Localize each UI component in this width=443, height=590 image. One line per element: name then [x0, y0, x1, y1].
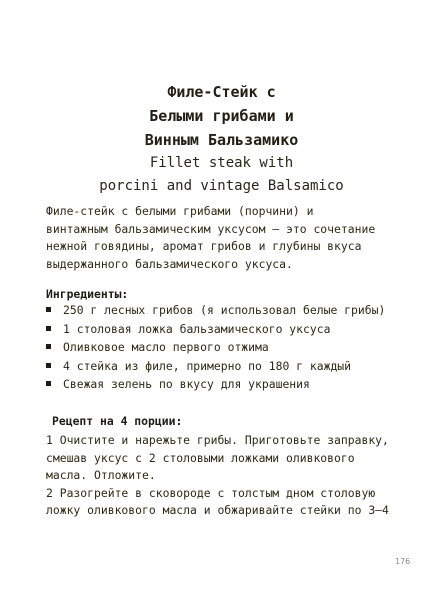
- intro-paragraph: [46, 203, 406, 273]
- intro-line: Филе-стейк с белыми грибами (порчини) и: [46, 204, 314, 218]
- ingredient-item: [46, 375, 385, 394]
- bullet-icon: [46, 363, 51, 368]
- ingredient-text: Свежая зелень по вкусу для украшения: [63, 377, 310, 391]
- step-line: ложку оливкового масла и обжаривайте стейки по 3–4: [46, 503, 389, 518]
- step-line: масла. Отложите.: [46, 468, 156, 483]
- ingredients-list: [46, 301, 385, 394]
- step-line: 2 Разогрейте в сковороде с толстым дном столовую: [46, 485, 376, 500]
- ingredient-text: Оливковое масло первого отжима: [63, 340, 269, 354]
- ingredient-text: 4 стейка из филе, примерно по 180 г каждый: [63, 358, 352, 373]
- ingredient-item: [46, 301, 385, 320]
- bullet-icon: [46, 344, 51, 349]
- recipe-steps: [46, 432, 389, 520]
- page-number: 176: [395, 557, 411, 566]
- bullet-icon: [46, 381, 51, 386]
- title-ru-line-1: Филе-Стейк с: [167, 83, 276, 101]
- recipe-heading: Рецепт на 4 порции:: [52, 414, 183, 428]
- title-ru-line-2: Белыми грибами и: [149, 107, 294, 125]
- bullet-icon: [46, 326, 51, 331]
- recipe-title: [0, 80, 443, 198]
- ingredients-heading: Ингредиенты:: [46, 287, 129, 301]
- ingredient-text: 250 г лесных грибов (я использовал белые грибы): [63, 303, 386, 317]
- title-en-line-2: porcini and vintage Balsamico: [99, 178, 344, 194]
- title-ru-line-3: Винным Бальзамико: [144, 131, 299, 149]
- bullet-icon: [46, 307, 51, 312]
- intro-line: выдержанного бальзамического уксуса.: [46, 256, 293, 271]
- intro-line: винтажным бальзамическим уксусом – это сочетание: [46, 221, 376, 236]
- ingredient-text: 1 столовая ложка бальзамического уксуса: [63, 321, 331, 336]
- step-line: 1 Очистите и нарежьте грибы. Приготовьте заправку,: [46, 433, 389, 447]
- intro-line: нежной говядины, аромат грибов и глубины вкуса: [46, 239, 362, 254]
- ingredient-item: [46, 357, 385, 376]
- step-line: смешав уксус с 2 столовыми ложками оливкового: [46, 450, 355, 465]
- ingredient-item: [46, 320, 385, 339]
- title-en-line-1: Fillet steak with: [149, 155, 294, 171]
- ingredient-item: [46, 338, 385, 357]
